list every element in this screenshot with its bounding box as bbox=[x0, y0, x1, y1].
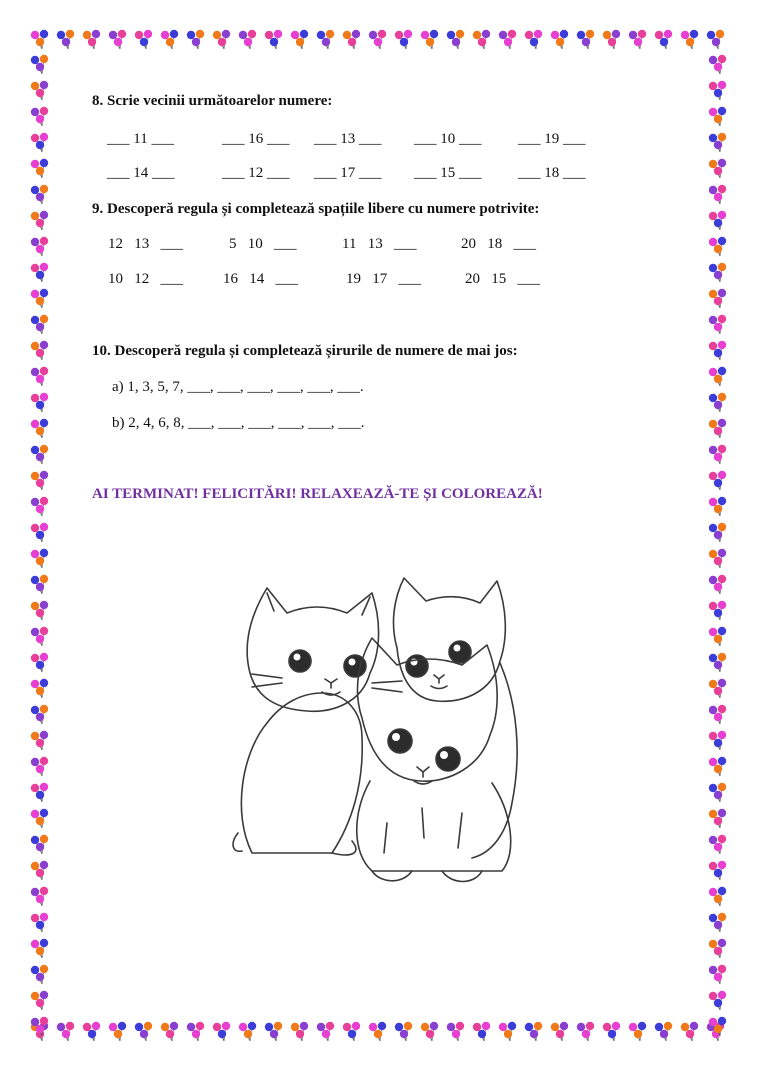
balloon-bunch-icon bbox=[499, 30, 516, 49]
balloon-bunch-icon bbox=[709, 133, 726, 152]
balloon-bunch-icon bbox=[681, 1022, 698, 1041]
balloon-bunch-icon bbox=[709, 679, 726, 698]
neighbor-item: ___ 18 ___ bbox=[518, 165, 586, 181]
balloon-bunch-icon bbox=[109, 30, 126, 49]
balloon-bunch-icon bbox=[709, 419, 726, 438]
balloon-bunch-icon bbox=[395, 30, 412, 49]
neighbor-item: ___ 15 ___ bbox=[414, 165, 482, 181]
balloon-bunch-icon bbox=[709, 263, 726, 282]
balloon-bunch-icon bbox=[709, 1017, 726, 1036]
balloon-bunch-icon bbox=[499, 1022, 516, 1041]
balloon-bunch-icon bbox=[369, 30, 386, 49]
sequence-item: 11 13 ___ bbox=[342, 236, 417, 252]
balloon-bunch-icon bbox=[31, 835, 48, 854]
balloon-bunch-icon bbox=[265, 30, 282, 49]
balloon-bunch-icon bbox=[31, 419, 48, 438]
balloon-bunch-icon bbox=[681, 30, 698, 49]
balloon-bunch-icon bbox=[31, 393, 48, 412]
exercise-10-b: b) 2, 4, 6, 8, ___, ___, ___, ___, ___, ___. bbox=[112, 415, 365, 431]
balloon-bunch-icon bbox=[709, 289, 726, 308]
balloon-bunch-icon bbox=[31, 367, 48, 386]
balloon-bunch-icon bbox=[709, 159, 726, 178]
balloon-bunch-icon bbox=[629, 30, 646, 49]
sequence-item: 5 10 ___ bbox=[229, 236, 297, 252]
balloon-bunch-icon bbox=[31, 861, 48, 880]
balloon-bunch-icon bbox=[31, 731, 48, 750]
balloon-bunch-icon bbox=[603, 1022, 620, 1041]
balloon-bunch-icon bbox=[709, 991, 726, 1010]
balloon-bunch-icon bbox=[31, 679, 48, 698]
balloon-bunch-icon bbox=[135, 30, 152, 49]
balloon-bunch-icon bbox=[709, 783, 726, 802]
sequence-item: 20 15 ___ bbox=[465, 271, 540, 287]
balloon-bunch-icon bbox=[343, 30, 360, 49]
balloon-bunch-icon bbox=[655, 1022, 672, 1041]
balloon-bunch-icon bbox=[31, 497, 48, 516]
balloon-bunch-icon bbox=[709, 653, 726, 672]
balloon-bunch-icon bbox=[709, 627, 726, 646]
balloon-bunch-icon bbox=[57, 1022, 74, 1041]
balloon-bunch-icon bbox=[83, 1022, 100, 1041]
balloon-bunch-icon bbox=[31, 783, 48, 802]
balloon-bunch-icon bbox=[709, 887, 726, 906]
balloon-bunch-icon bbox=[709, 939, 726, 958]
border-bottom bbox=[28, 1020, 734, 1044]
balloon-bunch-icon bbox=[265, 1022, 282, 1041]
border-right bbox=[706, 28, 730, 1044]
balloon-bunch-icon bbox=[31, 445, 48, 464]
neighbor-item: ___ 11 ___ bbox=[107, 131, 174, 147]
balloon-bunch-icon bbox=[31, 653, 48, 672]
balloon-bunch-icon bbox=[709, 731, 726, 750]
balloon-bunch-icon bbox=[31, 159, 48, 178]
balloon-bunch-icon bbox=[709, 445, 726, 464]
exercise-9-title: 9. Descoperă regula și completează spațiile libere cu numere potrivite: bbox=[92, 201, 540, 217]
balloon-bunch-icon bbox=[655, 30, 672, 49]
balloon-bunch-icon bbox=[709, 341, 726, 360]
balloon-bunch-icon bbox=[709, 601, 726, 620]
balloon-bunch-icon bbox=[551, 1022, 568, 1041]
balloon-bunch-icon bbox=[83, 30, 100, 49]
balloon-bunch-icon bbox=[31, 471, 48, 490]
balloon-bunch-icon bbox=[577, 30, 594, 49]
balloon-bunch-icon bbox=[709, 185, 726, 204]
balloon-bunch-icon bbox=[291, 1022, 308, 1041]
balloon-bunch-icon bbox=[709, 315, 726, 334]
balloon-bunch-icon bbox=[213, 1022, 230, 1041]
balloon-bunch-icon bbox=[709, 705, 726, 724]
balloon-bunch-icon bbox=[395, 1022, 412, 1041]
border-top bbox=[28, 28, 734, 52]
balloon-bunch-icon bbox=[603, 30, 620, 49]
sequence-item: 12 13 ___ bbox=[108, 236, 183, 252]
balloon-bunch-icon bbox=[31, 705, 48, 724]
balloon-bunch-icon bbox=[31, 81, 48, 100]
balloon-bunch-icon bbox=[31, 107, 48, 126]
balloon-bunch-icon bbox=[291, 30, 308, 49]
balloon-bunch-icon bbox=[709, 575, 726, 594]
exercise-10-a: a) 1, 3, 5, 7, ___, ___, ___, ___, ___, ___. bbox=[112, 379, 364, 395]
balloon-bunch-icon bbox=[161, 30, 178, 49]
balloon-bunch-icon bbox=[109, 1022, 126, 1041]
balloon-bunch-icon bbox=[31, 627, 48, 646]
balloon-bunch-icon bbox=[709, 393, 726, 412]
neighbor-item: ___ 19 ___ bbox=[518, 131, 586, 147]
neighbor-item: ___ 10 ___ bbox=[414, 131, 482, 147]
balloon-bunch-icon bbox=[213, 30, 230, 49]
balloon-bunch-icon bbox=[709, 211, 726, 230]
balloon-bunch-icon bbox=[709, 549, 726, 568]
balloon-bunch-icon bbox=[31, 601, 48, 620]
balloon-bunch-icon bbox=[629, 1022, 646, 1041]
balloon-bunch-icon bbox=[31, 965, 48, 984]
neighbor-item: ___ 14 ___ bbox=[107, 165, 175, 181]
balloon-bunch-icon bbox=[31, 237, 48, 256]
balloon-bunch-icon bbox=[709, 965, 726, 984]
balloon-bunch-icon bbox=[709, 523, 726, 542]
balloon-bunch-icon bbox=[709, 757, 726, 776]
balloon-bunch-icon bbox=[369, 1022, 386, 1041]
balloon-bunch-icon bbox=[343, 1022, 360, 1041]
balloon-bunch-icon bbox=[317, 30, 334, 49]
balloon-bunch-icon bbox=[31, 575, 48, 594]
balloon-bunch-icon bbox=[31, 211, 48, 230]
balloon-bunch-icon bbox=[31, 913, 48, 932]
neighbor-item: ___ 12 ___ bbox=[222, 165, 290, 181]
balloon-bunch-icon bbox=[31, 263, 48, 282]
balloon-bunch-icon bbox=[31, 315, 48, 334]
balloon-bunch-icon bbox=[709, 913, 726, 932]
balloon-bunch-icon bbox=[31, 133, 48, 152]
balloon-bunch-icon bbox=[31, 809, 48, 828]
balloon-bunch-icon bbox=[31, 55, 48, 74]
sequence-item: 10 12 ___ bbox=[108, 271, 183, 287]
balloon-bunch-icon bbox=[31, 523, 48, 542]
balloon-bunch-icon bbox=[239, 30, 256, 49]
balloon-bunch-icon bbox=[317, 1022, 334, 1041]
balloon-bunch-icon bbox=[709, 835, 726, 854]
balloon-bunch-icon bbox=[31, 991, 48, 1010]
balloon-bunch-icon bbox=[577, 1022, 594, 1041]
balloon-bunch-icon bbox=[447, 1022, 464, 1041]
neighbor-item: ___ 13 ___ bbox=[314, 131, 382, 147]
balloon-bunch-icon bbox=[709, 809, 726, 828]
balloon-bunch-icon bbox=[31, 341, 48, 360]
balloon-bunch-icon bbox=[31, 939, 48, 958]
balloon-bunch-icon bbox=[709, 497, 726, 516]
balloon-bunch-icon bbox=[187, 30, 204, 49]
balloon-bunch-icon bbox=[447, 30, 464, 49]
balloon-bunch-icon bbox=[551, 30, 568, 49]
balloon-bunch-icon bbox=[31, 757, 48, 776]
balloon-bunch-icon bbox=[709, 81, 726, 100]
balloon-bunch-icon bbox=[709, 471, 726, 490]
balloon-bunch-icon bbox=[709, 861, 726, 880]
balloon-bunch-icon bbox=[31, 185, 48, 204]
kittens-coloring-icon bbox=[212, 553, 550, 893]
congrats-message: AI TERMINAT! FELICITĂRI! RELAXEAZĂ-TE ȘI COLOREAZĂ! bbox=[92, 486, 543, 502]
balloon-bunch-icon bbox=[421, 1022, 438, 1041]
balloon-bunch-icon bbox=[31, 549, 48, 568]
neighbor-item: ___ 16 ___ bbox=[222, 131, 290, 147]
balloon-bunch-icon bbox=[473, 1022, 490, 1041]
exercise-8-title: 8. Scrie vecinii următoarelor numere: bbox=[92, 93, 333, 109]
balloon-bunch-icon bbox=[31, 1017, 48, 1036]
balloon-bunch-icon bbox=[421, 30, 438, 49]
balloon-bunch-icon bbox=[31, 887, 48, 906]
balloon-bunch-icon bbox=[709, 55, 726, 74]
border-left bbox=[28, 28, 52, 1044]
balloon-bunch-icon bbox=[709, 367, 726, 386]
sequence-item: 20 18 ___ bbox=[461, 236, 536, 252]
sequence-item: 16 14 ___ bbox=[223, 271, 298, 287]
balloon-bunch-icon bbox=[709, 237, 726, 256]
exercise-10-title: 10. Descoperă regula și completează șirurile de numere de mai jos: bbox=[92, 343, 518, 359]
sequence-item: 19 17 ___ bbox=[346, 271, 421, 287]
balloon-bunch-icon bbox=[473, 30, 490, 49]
balloon-bunch-icon bbox=[135, 1022, 152, 1041]
balloon-bunch-icon bbox=[239, 1022, 256, 1041]
balloon-bunch-icon bbox=[187, 1022, 204, 1041]
neighbor-item: ___ 17 ___ bbox=[314, 165, 382, 181]
balloon-bunch-icon bbox=[709, 107, 726, 126]
balloon-bunch-icon bbox=[57, 30, 74, 49]
balloon-bunch-icon bbox=[31, 289, 48, 308]
balloon-bunch-icon bbox=[525, 30, 542, 49]
balloon-bunch-icon bbox=[525, 1022, 542, 1041]
balloon-bunch-icon bbox=[161, 1022, 178, 1041]
